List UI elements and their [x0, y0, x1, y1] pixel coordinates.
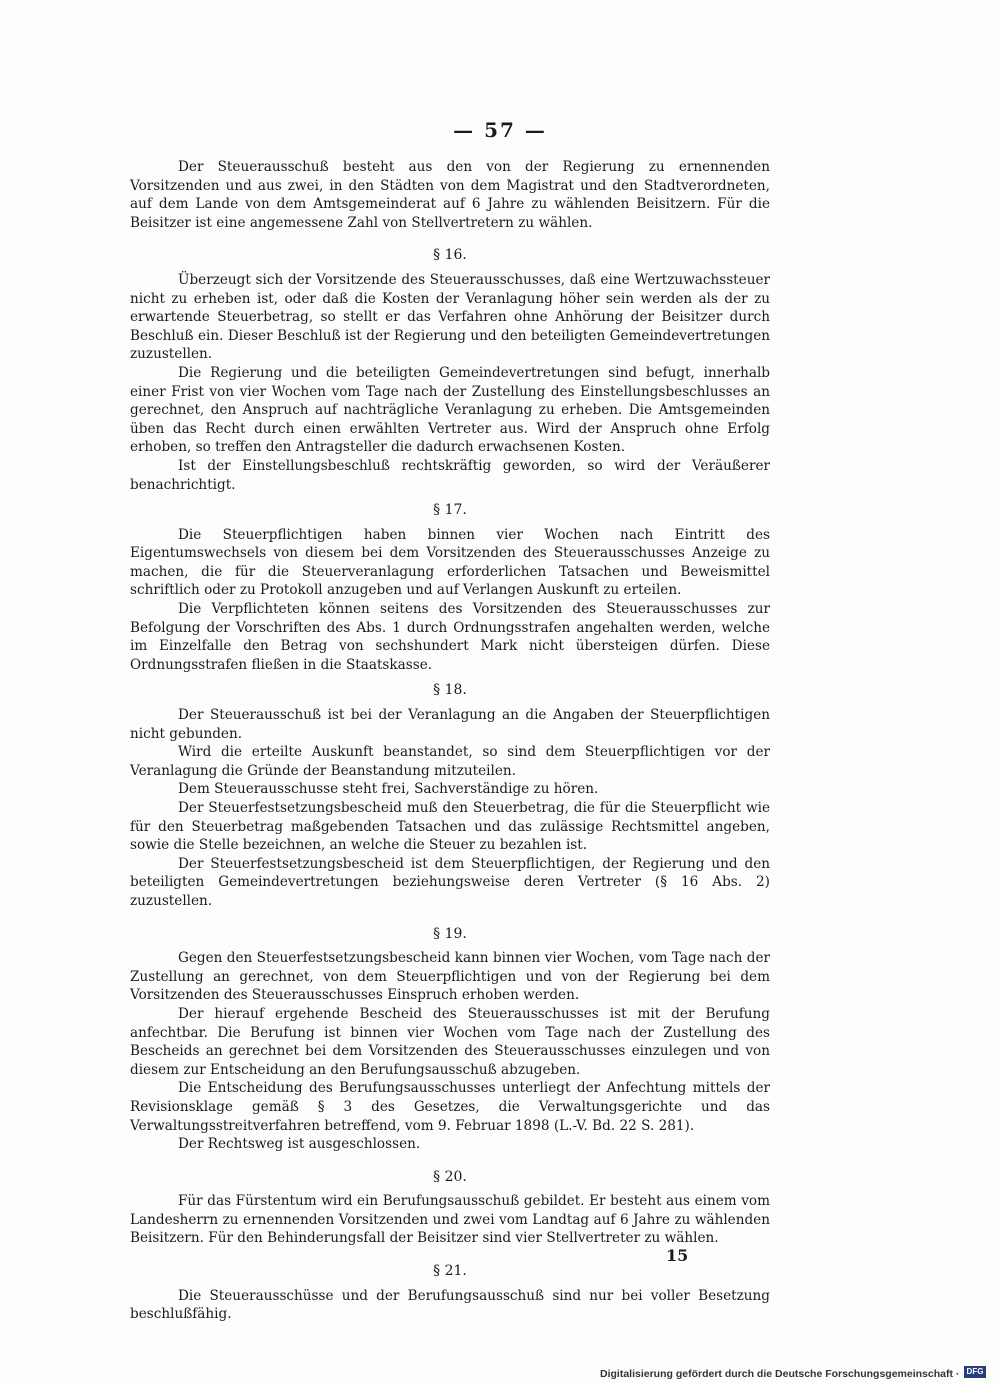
paragraph: Dem Steuerausschusse steht frei, Sachverständige zu hören.: [178, 781, 599, 798]
paragraph: Die Steuerausschüsse und der Berufungsausschuß sind nur bei voller Besetzung beschlußfähig.: [130, 1287, 770, 1323]
paragraph: Die Regierung und die beteiligten Gemeindevertretungen sind befugt, innerhalb einer Frist von vier Wochen vom Tage nach der Zustellung des Einstellungsbeschlusses an gerechnet, den Anspruch auf nachträgliche Veranlagung zu erheben. Die Amtsgemeinden üben das Recht durch einen erwählten Vertreter aus. Wird der Anspruch ohne Erfolg erhoben, so treffen den Antragsteller die dadurch erwachsenen Kosten.: [130, 364, 770, 456]
paragraph: Die Steuerpflichtigen haben binnen vier Wochen nach Eintritt des Eigentumswechsels von diesem bei dem Vorsitzenden des Steuerausschusses Anzeige zu machen, die für die Steuerveranlagung erforderlichen Tatsachen und Beweismittel schriftlich oder zu Protokoll anzugeben und auf Verlangen Auskunft zu erteilen.: [130, 526, 770, 599]
section-heading-21: § 21.: [433, 1263, 467, 1280]
section-heading-19: § 19.: [433, 925, 467, 942]
page-number: — 57 —: [453, 118, 547, 142]
paragraph: Überzeugt sich der Vorsitzende des Steuerausschusses, daß eine Wertzuwachssteuer nicht zu erheben ist, oder daß die Kosten der Veranlagung höher sein werden als der zu erwartende Steuerbetrag, so stellt er das Verfahren ohne Anhörung der Beisitzer durch Beschluß ein. Dieser Beschluß ist der Regierung und den beteiligten Gemeindevertretungen zuzustellen.: [130, 271, 770, 363]
paragraph: Gegen den Steuerfestsetzungsbescheid kann binnen vier Wochen, vom Tage nach der Zustellung an gerechnet, von dem Steuerpflichtigen und von der Regierung bei dem Vorsitzenden des Steuerausschusses Einspruch erhoben werden.: [130, 950, 770, 1004]
paragraph: Der Steuerfestsetzungsbescheid muß den Steuerbetrag, die für die Steuerpflicht wie für den Steuerbetrag maßgebenden Tatsachen und das zulässige Rechtsmittel angeben, sowie die Stelle bezeichnen, an welche die Steuer zu bezahlen ist.: [130, 800, 770, 854]
paragraph: Die Verpflichteten können seitens des Vorsitzenden des Steuerausschusses zur Befolgung der Vorschriften des Abs. 1 durch Ordnungsstrafen angehalten werden, welche im Einzelfalle den Betrag von sechshundert Mark nicht übersteigen dürfen. Diese Ordnungsstrafen fließen in die Staatskasse.: [130, 601, 770, 673]
dfg-logo-icon: DFG: [964, 1366, 986, 1378]
section-heading-18: § 18.: [433, 682, 467, 699]
paragraph: Der Rechtsweg ist ausgeschlossen.: [178, 1136, 421, 1153]
signature-mark: 15: [666, 1246, 689, 1265]
paragraph: Der Steuerausschuß ist bei der Veranlagung an die Angaben der Steuerpflichtigen nicht gebunden.: [130, 707, 770, 742]
paragraph: Der hierauf ergehende Bescheid des Steuerausschusses ist mit der Berufung anfechtbar. Die Berufung ist binnen vier Wochen vom Tage nach der Zustellung des Bescheids an gerechnet bei dem Vorsitzenden des Steuerausschusses einzulegen und von diesem zur Entscheidung an den Berufungsausschuß abzugeben.: [130, 1005, 770, 1078]
paragraph: Für das Fürstentum wird ein Berufungsausschuß gebildet. Er besteht aus einem vom Landesherrn zu ernennenden Vorsitzenden und zwei vom Landtag auf 6 Jahre zu wählenden Beisitzern. Für den Behinderungsfall der Beisitzer sind vier Stellvertreter zu wählen.: [130, 1193, 770, 1247]
paragraph: Wird die erteilte Auskunft beanstandet, so sind dem Steuerpflichtigen vor der Veranlagung die Gründe der Beanstandung mitzuteilen.: [130, 744, 770, 779]
body-text: [130, 158, 770, 1324]
paragraph: Der Steuerausschuß besteht aus den von der Regierung zu ernennenden Vorsitzenden und aus zwei, in den Städten von dem Magistrat und den Stadtverordneten, auf dem Lande von dem Amtsgemeinderat auf 6 Jahre zu wählenden Beisitzern. Für die Beisitzer ist eine angemessene Zahl von Stellvertretern zu wählen.: [130, 159, 770, 231]
paragraph: Ist der Einstellungsbeschluß rechtskräftig geworden, so wird der Veräußerer benachrichtigt.: [130, 457, 770, 493]
section-heading-17: § 17.: [433, 502, 467, 519]
paragraph: Der Steuerfestsetzungsbescheid ist dem Steuerpflichtigen, der Regierung und den beteiligten Gemeindevertretungen beziehungsweise deren Vertreter (§ 16 Abs. 2) zuzustellen.: [130, 855, 770, 909]
section-heading-16: § 16.: [433, 247, 467, 264]
paragraph: Die Entscheidung des Berufungsausschusses unterliegt der Anfechtung mittels der Revisionsklage gemäß § 3 des Gesetzes, die Verwaltungsgerichte und das Verwaltungsstreitverfahren betreffend, vom 9. Februar 1898 (L.-V. Bd. 22 S. 281).: [130, 1080, 770, 1134]
section-heading-20: § 20.: [433, 1168, 467, 1185]
digitization-footer: Digitalisierung gefördert durch die Deutsche Forschungsgemeinschaft ·: [600, 1368, 960, 1380]
